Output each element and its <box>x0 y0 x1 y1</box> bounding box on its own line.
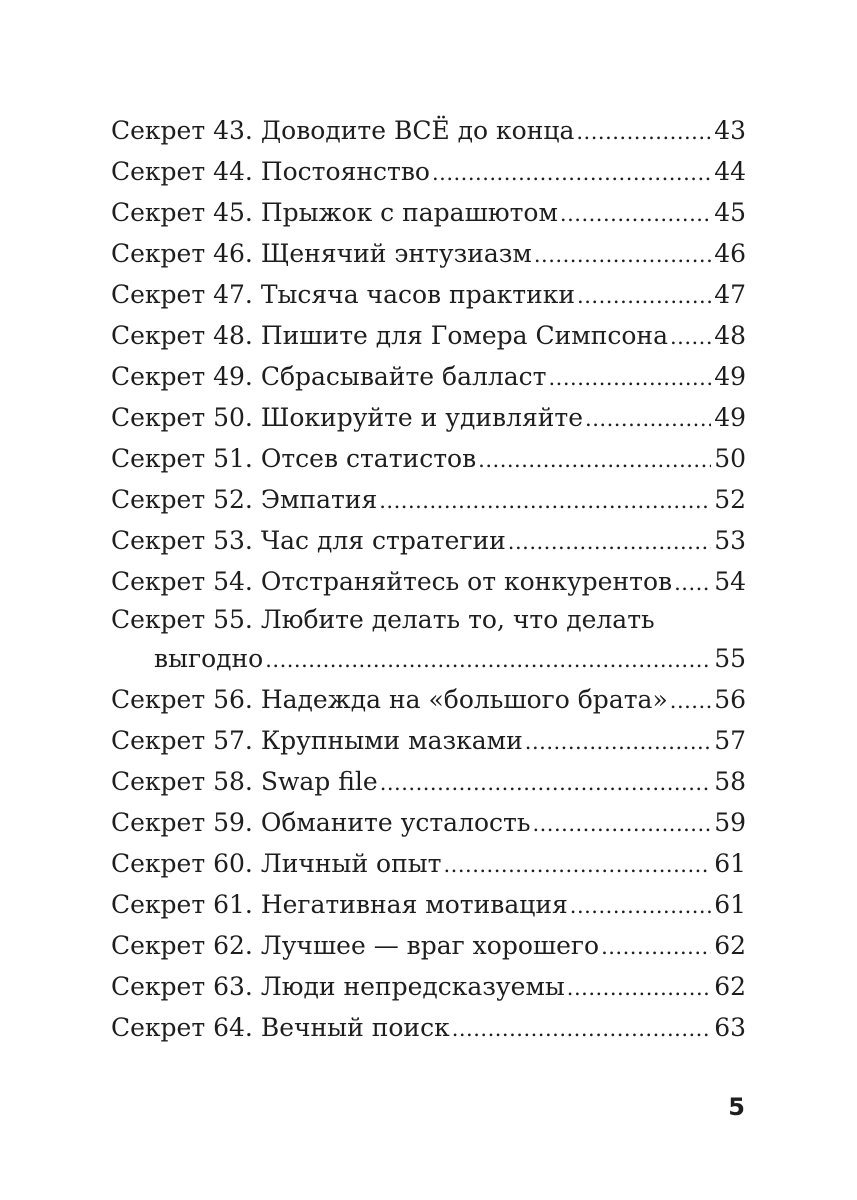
toc-entry-page: 61 <box>714 890 746 919</box>
toc-entry-page: 47 <box>714 280 746 309</box>
toc-entry-title-line1: Секрет 55. Любите делать то, что делать <box>111 605 655 634</box>
toc-entry[interactable] <box>111 274 746 315</box>
dot-leader <box>601 925 711 968</box>
toc-entry-title: Секрет 46. Щенячий энтузиазм <box>111 239 532 268</box>
toc-entry-page: 49 <box>714 362 746 391</box>
dot-leader <box>379 479 711 522</box>
toc-entry-title: Секрет 59. Обманите усталость <box>111 808 531 837</box>
toc-entry[interactable] <box>111 884 746 925</box>
dot-leader <box>534 233 711 276</box>
toc-entry[interactable] <box>111 110 746 151</box>
toc-entry-page: 62 <box>714 931 746 960</box>
toc-entry-page: 61 <box>714 849 746 878</box>
toc-entry-page: 43 <box>714 116 746 145</box>
toc-entry[interactable] <box>111 1007 746 1048</box>
dot-leader <box>432 151 711 194</box>
toc-entry-title: Секрет 61. Негативная мотивация <box>111 890 568 919</box>
dot-leader <box>674 561 711 604</box>
toc-entry[interactable] <box>111 561 746 602</box>
toc-entry[interactable] <box>111 520 746 561</box>
dot-leader <box>670 679 711 722</box>
dot-leader <box>452 1007 711 1050</box>
toc-entry-page: 63 <box>714 1013 746 1042</box>
toc-entry-title: Секрет 54. Отстраняйтесь от конкурентов <box>111 567 673 596</box>
toc-entry[interactable] <box>111 843 746 884</box>
toc-entry[interactable] <box>111 356 746 397</box>
toc-entry[interactable] <box>111 802 746 843</box>
dot-leader <box>478 438 711 481</box>
toc-entry-page: 56 <box>714 685 746 714</box>
toc-entry-page: 50 <box>714 444 746 473</box>
toc-entry[interactable] <box>111 479 746 520</box>
toc-entry-page: 62 <box>714 972 746 1001</box>
toc-entry-title: Секрет 53. Час для стратегии <box>111 526 506 555</box>
toc-entry[interactable] <box>111 438 746 479</box>
toc-entry-page: 52 <box>714 485 746 514</box>
toc-entry-page: 48 <box>714 321 746 350</box>
toc-list-after <box>111 679 746 1048</box>
dot-leader <box>508 520 711 563</box>
toc-entry-title: Секрет 64. Вечный поиск <box>111 1013 450 1042</box>
toc-entry-line2 <box>111 638 746 679</box>
toc-entry[interactable] <box>111 720 746 761</box>
toc-entry-page: 55 <box>714 644 746 673</box>
dot-leader <box>532 802 711 845</box>
dot-leader <box>576 110 711 153</box>
toc-entry-title: Секрет 58. Swap file <box>111 767 378 796</box>
dot-leader <box>560 192 711 235</box>
dot-leader <box>567 966 711 1009</box>
toc-list-before <box>111 110 746 602</box>
dot-leader <box>549 356 712 399</box>
toc-entry-title: Секрет 57. Крупными мазками <box>111 726 523 755</box>
dot-leader <box>577 274 711 317</box>
toc-entry-page: 46 <box>714 239 746 268</box>
dot-leader <box>380 761 712 804</box>
toc-entry-page: 57 <box>714 726 746 755</box>
toc-entry[interactable] <box>111 679 746 720</box>
toc-entry-page: 53 <box>714 526 746 555</box>
dot-leader <box>585 397 711 440</box>
toc-entry-title: Секрет 60. Личный опыт <box>111 849 442 878</box>
dot-leader <box>444 843 712 886</box>
dot-leader <box>670 315 711 358</box>
toc-entry[interactable] <box>111 397 746 438</box>
toc-entry-page: 44 <box>714 157 746 186</box>
dot-leader <box>570 884 711 927</box>
toc-entry-title: Секрет 44. Постоянство <box>111 157 430 186</box>
page-number: 5 <box>728 1093 745 1121</box>
toc-entry-title: Секрет 51. Отсев статистов <box>111 444 477 473</box>
toc-entry-title: Секрет 45. Прыжок с парашютом <box>111 198 558 227</box>
toc-entry[interactable] <box>111 151 746 192</box>
toc-entry-page: 59 <box>714 808 746 837</box>
dot-leader <box>525 720 711 763</box>
table-of-contents <box>111 110 746 1048</box>
toc-entry[interactable] <box>111 233 746 274</box>
toc-entry-secret-55[interactable] <box>111 602 746 679</box>
toc-entry-title: Секрет 62. Лучшее — враг хорошего <box>111 931 600 960</box>
toc-entry-title: Секрет 63. Люди непредсказуемы <box>111 972 565 1001</box>
toc-entry-title: Секрет 48. Пишите для Гомера Симпсона <box>111 321 668 350</box>
dot-leader <box>265 638 711 681</box>
toc-entry-page: 58 <box>714 767 746 796</box>
toc-entry-title: Секрет 52. Эмпатия <box>111 485 378 514</box>
toc-entry-title: Секрет 50. Шокируйте и удивляйте <box>111 403 584 432</box>
toc-entry-title: Секрет 49. Сбрасывайте балласт <box>111 362 547 391</box>
toc-entry[interactable] <box>111 966 746 1007</box>
toc-entry-title-line2: выгодно <box>154 644 264 673</box>
toc-entry-title: Секрет 56. Надежда на «большого брата» <box>111 685 668 714</box>
toc-entry[interactable] <box>111 925 746 966</box>
toc-entry-page: 54 <box>714 567 746 596</box>
toc-entry-title: Секрет 47. Тысяча часов практики <box>111 280 576 309</box>
toc-entry[interactable] <box>111 192 746 233</box>
toc-entry-title: Секрет 43. Доводите ВСЁ до конца <box>111 116 575 145</box>
toc-entry[interactable] <box>111 315 746 356</box>
toc-entry-page: 45 <box>714 198 746 227</box>
toc-entry-page: 49 <box>714 403 746 432</box>
toc-entry[interactable] <box>111 761 746 802</box>
